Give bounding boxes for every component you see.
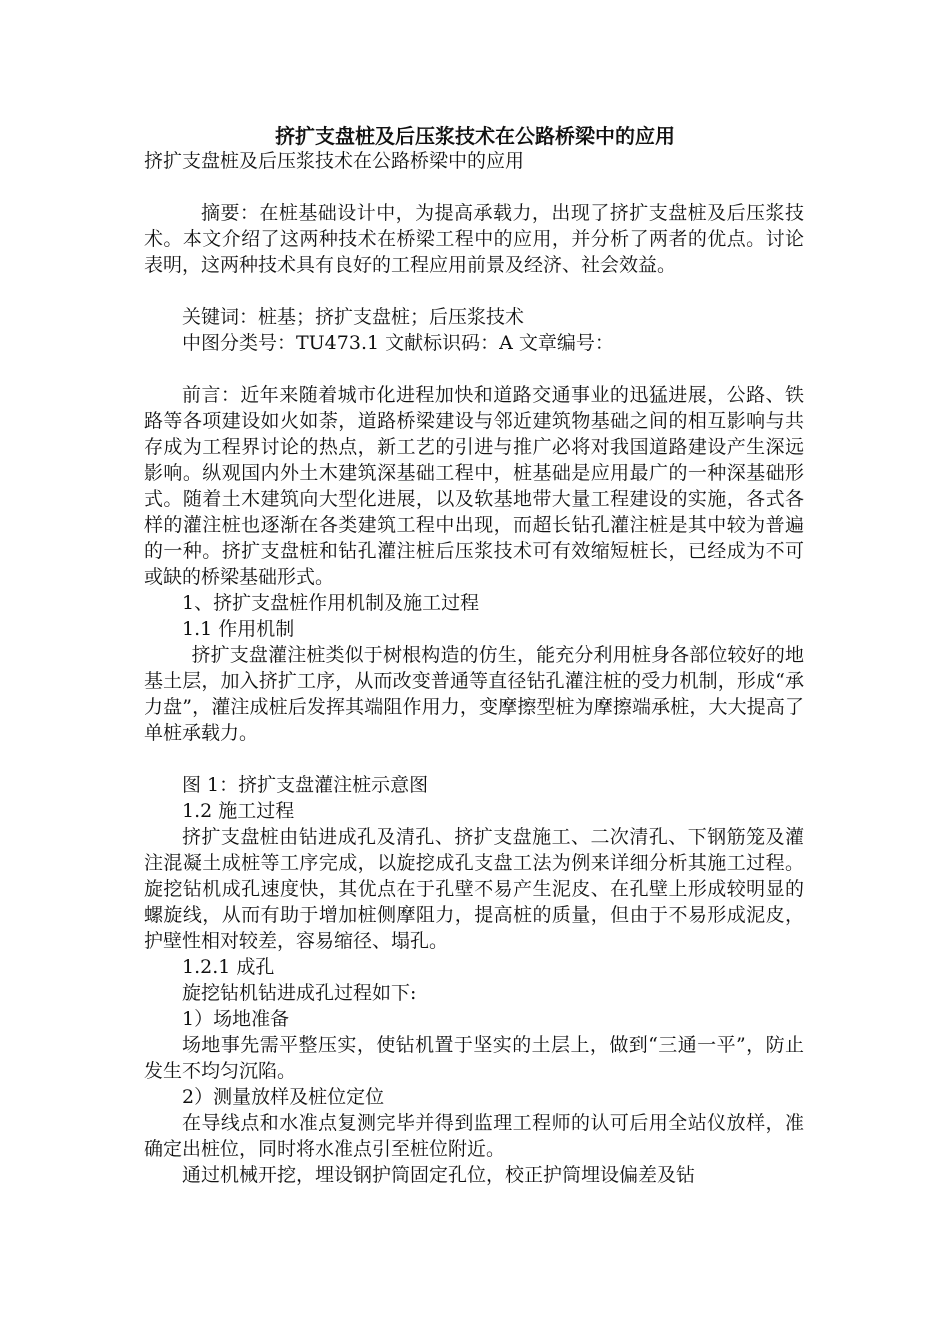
step-2-heading: 2）测量放样及桩位定位	[182, 1086, 385, 1108]
blank-line	[144, 746, 804, 772]
step-2-paragraph: 在导线点和水准点复测完毕并得到监理工程师的认可后用全站仪放样，准确定出桩位，同时将水准点引至桩位附近。	[144, 1112, 804, 1160]
classification-line: 中图分类号：TU473.1 文献标识码：A 文章编号：	[182, 332, 614, 354]
construction-paragraph: 挤扩支盘桩由钻进成孔及清孔、挤扩支盘施工、二次清孔、下钢筋笼及灌注混凝土成桩等工序完成，以旋挖成孔支盘工法为例来详细分析其施工过程。旋挖钻机成孔速度快，其优点在于孔壁不易产生泥皮、在孔壁上形成较明显的螺旋线，从而有助于增加桩侧摩阻力，提高桩的质量，但由于不易形成泥皮，护壁性相对较差，容易缩径、塌孔。	[144, 826, 804, 952]
casing-paragraph: 通过机械开挖，埋设钢护筒固定孔位，校正护筒埋设偏差及钻	[182, 1164, 696, 1186]
step-1-paragraph: 场地事先需平整压实，使钻机置于坚实的土层上，做到“三通一平”，防止发生不均匀沉陷。	[144, 1034, 804, 1082]
subtitle-line: 挤扩支盘桩及后压浆技术在公路桥梁中的应用	[144, 150, 525, 172]
keywords-line: 关键词：桩基；挤扩支盘桩；后压浆技术	[182, 306, 525, 328]
figure-caption: 图 1：挤扩支盘灌注桩示意图	[182, 774, 429, 796]
blank-line	[144, 278, 804, 304]
section-heading-1-2: 1.2 施工过程	[182, 800, 295, 822]
document-body	[144, 148, 804, 1188]
section-heading-1-2-1: 1.2.1 成孔	[182, 956, 275, 978]
step-1-heading: 1）场地准备	[182, 1008, 290, 1030]
section-heading-1: 1、挤扩支盘桩作用机制及施工过程	[182, 592, 480, 614]
section-heading-1-1: 1.1 作用机制	[182, 618, 295, 640]
blank-line	[144, 356, 804, 382]
document-title: 挤扩支盘桩及后压浆技术在公路桥梁中的应用	[275, 124, 675, 148]
abstract-paragraph: 摘要：在桩基础设计中，为提高承载力，出现了挤扩支盘桩及后压浆技术。本文介绍了这两种技术在桥梁工程中的应用，并分析了两者的优点。讨论表明，这两种技术具有良好的工程应用前景及经济、社会效益。	[144, 202, 804, 276]
mechanism-paragraph: 挤扩支盘灌注桩类似于树根构造的仿生，能充分利用桩身各部位较好的地基土层，加入挤扩工序，从而改变普通等直径钻孔灌注桩的受力机制，形成“承力盘”，灌注成桩后发挥其端阻作用力，变摩擦型桩为摩擦端承桩，大大提高了单桩承载力。	[144, 644, 804, 744]
drilling-intro-line: 旋挖钻机钻进成孔过程如下:	[182, 982, 417, 1004]
preface-paragraph: 前言：近年来随着城市化进程加快和道路交通事业的迅猛进展，公路、铁路等各项建设如火如荼，道路桥梁建设与邻近建筑物基础之间的相互影响与共存成为工程界讨论的热点，新工艺的引进与推广必将对我国道路建设产生深远影响。纵观国内外土木建筑深基础工程中，桩基础是应用最广的一种深基础形式。随着土木建筑向大型化进展，以及软基地带大量工程建设的实施，各式各样的灌注桩也逐渐在各类建筑工程中出现，而超长钻孔灌注桩是其中较为普遍的一种。挤扩支盘桩和钻孔灌注桩后压浆技术可有效缩短桩长，已经成为不可或缺的桥梁基础形式。	[144, 384, 804, 588]
blank-line	[144, 174, 804, 200]
